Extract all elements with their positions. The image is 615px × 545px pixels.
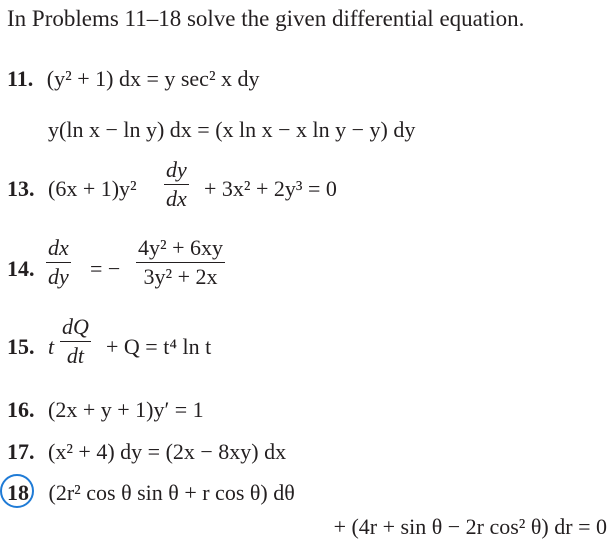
problem-number: 18 bbox=[7, 480, 29, 505]
lhs-fraction bbox=[46, 235, 71, 290]
fraction-bar bbox=[60, 341, 91, 342]
problem-equation: (y² + 1) dx = y sec² x dy bbox=[46, 66, 260, 91]
fraction-bar bbox=[164, 184, 189, 185]
problem-equation: (2r² cos θ sin θ + r cos θ) dθ bbox=[48, 480, 295, 505]
fraction-numerator: 4y² + 6xy bbox=[138, 235, 224, 260]
problem-number: 11. bbox=[7, 66, 34, 91]
fraction-numerator: dQ bbox=[62, 314, 89, 339]
fraction-bar bbox=[136, 262, 225, 263]
fraction-denominator: dy bbox=[48, 264, 69, 289]
problem-equation-tail: + Q = t⁴ ln t bbox=[106, 334, 212, 359]
problem-equation: (x² + 4) dy = (2x − 8xy) dx bbox=[48, 439, 287, 464]
problem-number: 17. bbox=[7, 439, 35, 464]
problem-11 bbox=[7, 66, 260, 92]
fraction-denominator: 3y² + 2x bbox=[143, 264, 218, 289]
fraction-denominator: dt bbox=[66, 343, 84, 368]
problem-number: 14. bbox=[7, 256, 35, 281]
problem-11-second-equation: y(ln x − ln y) dx = (x ln x − x ln y − y) dy bbox=[48, 117, 416, 142]
problem-18 bbox=[7, 480, 295, 506]
problem-17 bbox=[7, 439, 286, 465]
fraction-denominator: dx bbox=[166, 186, 187, 211]
problem-number: 16. bbox=[7, 397, 35, 422]
problem-13 bbox=[7, 176, 137, 202]
problem-16 bbox=[7, 397, 204, 423]
problem-14 bbox=[7, 256, 35, 282]
fraction-numerator: dy bbox=[166, 157, 187, 182]
problem-18-continuation: + (4r + sin θ − 2r cos² θ) dr = 0 bbox=[333, 514, 607, 539]
fraction-bar bbox=[46, 262, 71, 263]
problem-15 bbox=[7, 334, 54, 360]
problem-number: 13. bbox=[7, 176, 35, 201]
fraction-numerator: dx bbox=[48, 235, 69, 260]
derivative-fraction bbox=[60, 314, 91, 369]
equals-minus: = − bbox=[90, 256, 121, 281]
problem-equation-lead: t bbox=[48, 334, 55, 359]
problem-equation-tail: + 3x² + 2y³ = 0 bbox=[204, 176, 337, 201]
rhs-fraction bbox=[136, 235, 225, 290]
problem-set-intro: In Problems 11–18 solve the given differential equation. bbox=[7, 6, 525, 31]
problem-equation-lead: (6x + 1)y² bbox=[48, 176, 137, 201]
derivative-fraction bbox=[164, 157, 189, 212]
problem-number: 15. bbox=[7, 334, 35, 359]
problem-equation: (2x + y + 1)y′ = 1 bbox=[48, 397, 204, 422]
